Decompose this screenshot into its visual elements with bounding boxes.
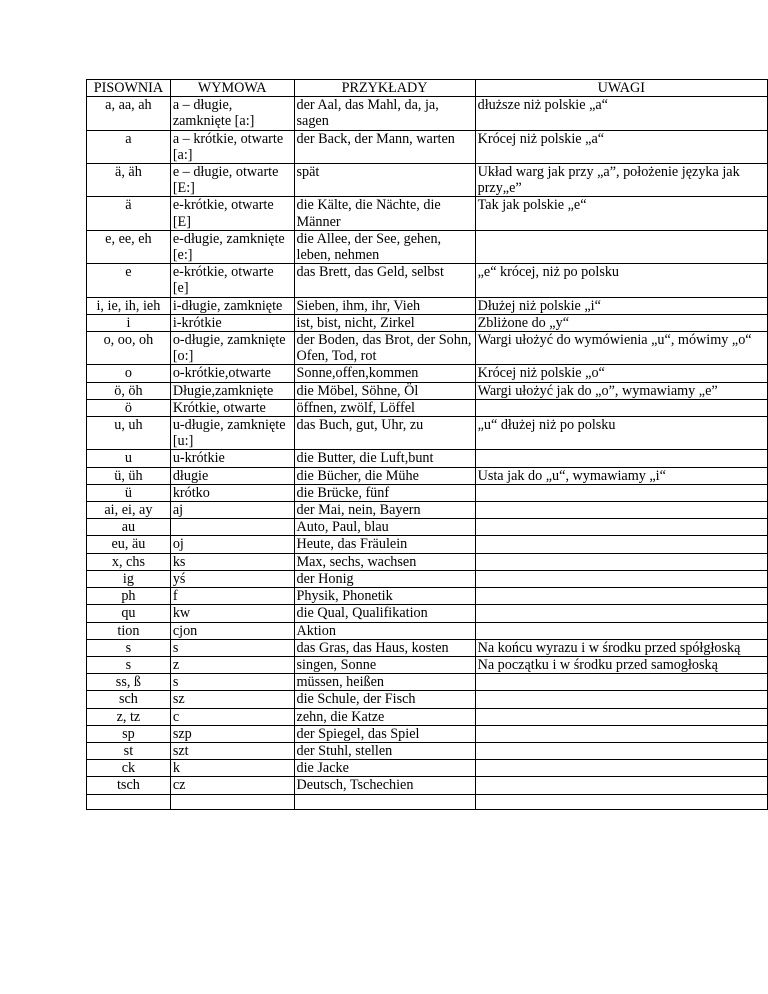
table-row	[87, 742, 768, 759]
table-row	[87, 450, 768, 467]
pronunciation-cell: cz	[170, 777, 294, 794]
pronunciation-cell: e – długie, otwarte [E:]	[170, 164, 294, 197]
pronunciation-cell: sz	[170, 691, 294, 708]
empty-cell	[294, 794, 475, 809]
table-row	[87, 399, 768, 416]
table-row	[87, 588, 768, 605]
examples-cell: die Schule, der Fisch	[294, 691, 475, 708]
empty-cell	[170, 794, 294, 809]
examples-cell: spät	[294, 164, 475, 197]
notes-cell	[475, 484, 767, 501]
table-row	[87, 570, 768, 587]
pronunciation-cell: e-długie, zamknięte [e:]	[170, 230, 294, 263]
examples-cell: die Brücke, fünf	[294, 484, 475, 501]
examples-cell: Sieben, ihm, ihr, Vieh	[294, 297, 475, 314]
spelling-cell: x, chs	[87, 553, 171, 570]
examples-cell: der Spiegel, das Spiel	[294, 725, 475, 742]
pronunciation-cell: u-krótkie	[170, 450, 294, 467]
examples-cell: die Jacke	[294, 760, 475, 777]
header-uwagi: UWAGI	[475, 80, 767, 97]
spelling-cell: e, ee, eh	[87, 230, 171, 263]
table-row	[87, 691, 768, 708]
examples-cell: zehn, die Katze	[294, 708, 475, 725]
table-row	[87, 553, 768, 570]
table-row	[87, 656, 768, 673]
pronunciation-cell: yś	[170, 570, 294, 587]
notes-cell	[475, 588, 767, 605]
table-row	[87, 605, 768, 622]
examples-cell: die Kälte, die Nächte, die Männer	[294, 197, 475, 230]
spelling-cell: sp	[87, 725, 171, 742]
spelling-cell: i, ie, ih, ieh	[87, 297, 171, 314]
examples-cell: öffnen, zwölf, Löffel	[294, 399, 475, 416]
spelling-cell: ai, ei, ay	[87, 502, 171, 519]
table-row	[87, 417, 768, 450]
pronunciation-cell: i-długie, zamknięte	[170, 297, 294, 314]
table-row	[87, 777, 768, 794]
examples-cell: die Allee, der See, gehen, leben, nehmen	[294, 230, 475, 263]
pronunciation-cell: s	[170, 674, 294, 691]
table-row	[87, 639, 768, 656]
pronunciation-cell: f	[170, 588, 294, 605]
table-row	[87, 97, 768, 130]
table-row	[87, 725, 768, 742]
spelling-cell: ig	[87, 570, 171, 587]
spelling-cell: ck	[87, 760, 171, 777]
spelling-cell: ö, öh	[87, 382, 171, 399]
examples-cell: der Mai, nein, Bayern	[294, 502, 475, 519]
header-przyklady: PRZYKŁADY	[294, 80, 475, 97]
examples-cell: Deutsch, Tschechien	[294, 777, 475, 794]
examples-cell: das Brett, das Geld, selbst	[294, 264, 475, 297]
spelling-cell: tion	[87, 622, 171, 639]
spelling-cell: ü, üh	[87, 467, 171, 484]
spelling-cell: eu, äu	[87, 536, 171, 553]
examples-cell: die Möbel, Söhne, Öl	[294, 382, 475, 399]
pronunciation-cell: z	[170, 656, 294, 673]
notes-cell	[475, 230, 767, 263]
table-row	[87, 365, 768, 382]
spelling-cell: o, oo, oh	[87, 332, 171, 365]
spelling-cell: qu	[87, 605, 171, 622]
notes-cell: Krócej niż polskie „o“	[475, 365, 767, 382]
examples-cell: singen, Sonne	[294, 656, 475, 673]
pronunciation-cell: Długie,zamknięte	[170, 382, 294, 399]
pronunciation-cell: o-krótkie,otwarte	[170, 365, 294, 382]
notes-cell: Na końcu wyrazu i w środku przed spółgłoską	[475, 639, 767, 656]
table-row	[87, 197, 768, 230]
notes-cell	[475, 622, 767, 639]
pronunciation-cell: a – długie, zamknięte [a:]	[170, 97, 294, 130]
examples-cell: Physik, Phonetik	[294, 588, 475, 605]
notes-cell: dłuższe niż polskie „a“	[475, 97, 767, 130]
spelling-cell: i	[87, 314, 171, 331]
notes-cell	[475, 674, 767, 691]
table-row	[87, 314, 768, 331]
spelling-cell: o	[87, 365, 171, 382]
pronunciation-table	[86, 79, 768, 810]
pronunciation-cell	[170, 519, 294, 536]
empty-cell	[475, 794, 767, 809]
examples-cell: ist, bist, nicht, Zirkel	[294, 314, 475, 331]
table-row	[87, 130, 768, 163]
header-wymowa: WYMOWA	[170, 80, 294, 97]
examples-cell: Auto, Paul, blau	[294, 519, 475, 536]
spelling-cell: u	[87, 450, 171, 467]
spelling-cell: tsch	[87, 777, 171, 794]
spelling-cell: ss, ß	[87, 674, 171, 691]
pronunciation-cell: a – krótkie, otwarte [a:]	[170, 130, 294, 163]
notes-cell	[475, 605, 767, 622]
spelling-cell: ö	[87, 399, 171, 416]
pronunciation-cell: szp	[170, 725, 294, 742]
examples-cell: der Honig	[294, 570, 475, 587]
notes-cell	[475, 742, 767, 759]
pronunciation-cell: krótko	[170, 484, 294, 501]
empty-row	[87, 794, 768, 809]
spelling-cell: ü	[87, 484, 171, 501]
table-body	[87, 97, 768, 809]
notes-cell	[475, 760, 767, 777]
notes-cell: „e“ krócej, niż po polsku	[475, 264, 767, 297]
examples-cell: Max, sechs, wachsen	[294, 553, 475, 570]
spelling-cell: au	[87, 519, 171, 536]
empty-cell	[87, 794, 171, 809]
notes-cell: Krócej niż polskie „a“	[475, 130, 767, 163]
table-row	[87, 164, 768, 197]
examples-cell: Heute, das Fräulein	[294, 536, 475, 553]
notes-cell: Na początku i w środku przed samogłoską	[475, 656, 767, 673]
pronunciation-cell: u-długie, zamknięte [u:]	[170, 417, 294, 450]
notes-cell	[475, 399, 767, 416]
pronunciation-cell: kw	[170, 605, 294, 622]
table-row	[87, 536, 768, 553]
notes-cell	[475, 777, 767, 794]
pronunciation-cell: aj	[170, 502, 294, 519]
spelling-cell: e	[87, 264, 171, 297]
table-row	[87, 297, 768, 314]
spelling-cell: ä, äh	[87, 164, 171, 197]
table-row	[87, 484, 768, 501]
examples-cell: die Butter, die Luft,bunt	[294, 450, 475, 467]
examples-cell: der Boden, das Brot, der Sohn, Ofen, Tod, rot	[294, 332, 475, 365]
notes-cell: Usta jak do „u“, wymawiamy „i“	[475, 467, 767, 484]
notes-cell: Dłużej niż polskie „i“	[475, 297, 767, 314]
notes-cell	[475, 725, 767, 742]
notes-cell	[475, 553, 767, 570]
table-row	[87, 674, 768, 691]
pronunciation-cell: oj	[170, 536, 294, 553]
notes-cell	[475, 570, 767, 587]
notes-cell	[475, 502, 767, 519]
spelling-cell: sch	[87, 691, 171, 708]
examples-cell: Aktion	[294, 622, 475, 639]
examples-cell: die Qual, Qualifikation	[294, 605, 475, 622]
examples-cell: das Buch, gut, Uhr, zu	[294, 417, 475, 450]
pronunciation-cell: i-krótkie	[170, 314, 294, 331]
table-row	[87, 230, 768, 263]
table-row	[87, 382, 768, 399]
examples-cell: der Aal, das Mahl, da, ja, sagen	[294, 97, 475, 130]
spelling-cell: s	[87, 639, 171, 656]
notes-cell	[475, 519, 767, 536]
spelling-cell: ä	[87, 197, 171, 230]
pronunciation-cell: c	[170, 708, 294, 725]
pronunciation-cell: szt	[170, 742, 294, 759]
table-row	[87, 622, 768, 639]
pronunciation-cell: Krótkie, otwarte	[170, 399, 294, 416]
table-row	[87, 332, 768, 365]
notes-cell	[475, 708, 767, 725]
notes-cell: Wargi ułożyć jak do „o”, wymawiamy „e”	[475, 382, 767, 399]
pronunciation-cell: k	[170, 760, 294, 777]
notes-cell	[475, 536, 767, 553]
notes-cell	[475, 450, 767, 467]
pronunciation-cell: o-długie, zamknięte [o:]	[170, 332, 294, 365]
pronunciation-cell: s	[170, 639, 294, 656]
table-row	[87, 467, 768, 484]
notes-cell: „u“ dłużej niż po polsku	[475, 417, 767, 450]
spelling-cell: s	[87, 656, 171, 673]
pronunciation-cell: e-krótkie, otwarte [e]	[170, 264, 294, 297]
examples-cell: die Bücher, die Mühe	[294, 467, 475, 484]
spelling-cell: st	[87, 742, 171, 759]
spelling-cell: a, aa, ah	[87, 97, 171, 130]
spelling-cell: u, uh	[87, 417, 171, 450]
pronunciation-cell: cjon	[170, 622, 294, 639]
notes-cell: Tak jak polskie „e“	[475, 197, 767, 230]
table-row	[87, 760, 768, 777]
examples-cell: der Stuhl, stellen	[294, 742, 475, 759]
pronunciation-cell: ks	[170, 553, 294, 570]
notes-cell	[475, 691, 767, 708]
spelling-cell: ph	[87, 588, 171, 605]
header-pisownia: PISOWNIA	[87, 80, 171, 97]
table-row	[87, 519, 768, 536]
notes-cell: Zbliżone do „y“	[475, 314, 767, 331]
spelling-cell: a	[87, 130, 171, 163]
pronunciation-cell: długie	[170, 467, 294, 484]
table-row	[87, 502, 768, 519]
table-row	[87, 708, 768, 725]
examples-cell: das Gras, das Haus, kosten	[294, 639, 475, 656]
notes-cell: Wargi ułożyć do wymówienia „u“, mówimy „o“	[475, 332, 767, 365]
notes-cell: Układ warg jak przy „a”, położenie języka jak przy„e”	[475, 164, 767, 197]
header-row	[87, 80, 768, 97]
spelling-cell: z, tz	[87, 708, 171, 725]
examples-cell: Sonne,offen,kommen	[294, 365, 475, 382]
table-row	[87, 264, 768, 297]
examples-cell: der Back, der Mann, warten	[294, 130, 475, 163]
examples-cell: müssen, heißen	[294, 674, 475, 691]
pronunciation-cell: e-krótkie, otwarte [E]	[170, 197, 294, 230]
